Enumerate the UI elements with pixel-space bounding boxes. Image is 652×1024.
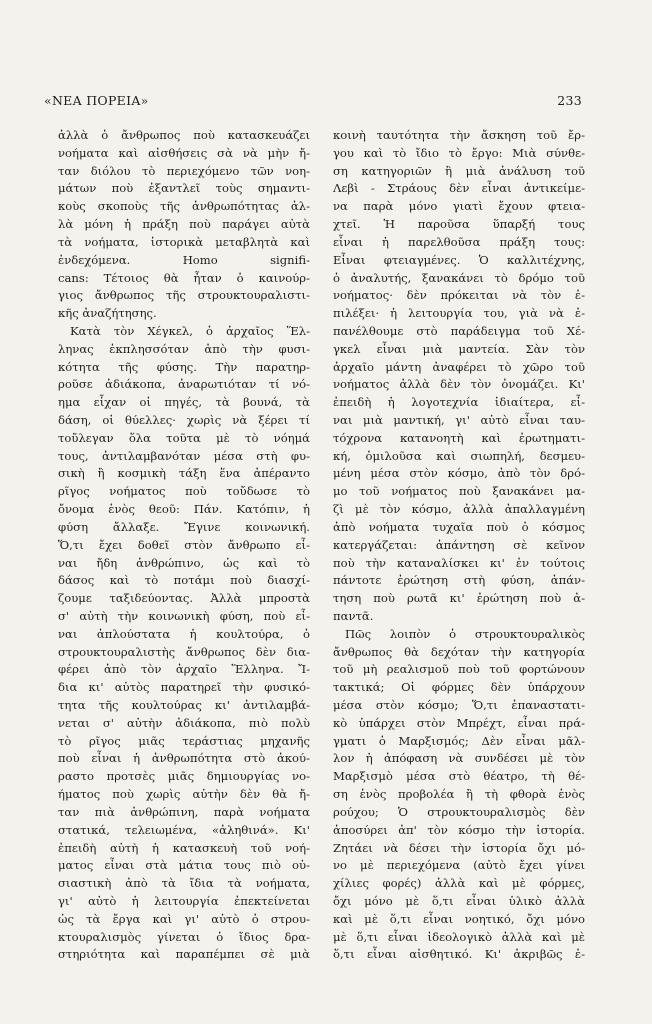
text-line: ἀλλὰ ὁ ἄνθρωπος ποὺ κατασκευάζει (58, 128, 310, 142)
text-line: ση ἑνὸς προβολέα ἢ τὴ φθορὰ ἑνὸς (333, 787, 585, 802)
text-line: μο τοῦ νοήματος ποὺ ξανακάνει μα- (333, 484, 585, 499)
text-line: γματι ὁ Μαρξισμός; Δὲν εἶναι μᾶλ- (333, 733, 585, 748)
text-line: ναι ἤδη ἀνθρώπινο, ὡς καὶ τὸ (58, 555, 310, 570)
text-line: Ὅ,τι ἔχει δοθεῖ στὸν ἄνθρωπο εἶ- (58, 537, 310, 552)
text-line: γιος ἄνθρωπος τῆς στρουκτουραλιστι- (58, 288, 310, 303)
text-line: φύση ἄλλαξε. Ἔγινε κοινωνική. (58, 519, 310, 534)
text-line: γι' αὐτὸ ἡ λειτουργία ἐπεκτείνεται (58, 893, 310, 908)
page-number: 233 (557, 93, 582, 108)
text-line: μένη μέσα στὸν κόσμο, ἀπὸ τὸν δρό- (333, 466, 585, 481)
text-line: δάσος καὶ τὸ ποτάμι ποὺ διασχί- (58, 573, 310, 588)
text-line: ὡς τὰ ἔργα καὶ γι' αὐτὸ ὁ στρου- (58, 911, 310, 926)
text-line: ζουμε ταξιδεύοντας. Ἀλλὰ μπροστὰ (58, 591, 310, 606)
text-line: τηση ποὺ ρωτᾶ κι' ἐρώτηση ποὺ ἀ- (333, 591, 585, 606)
text-line: ἐπειδὴ ἡ λογοτεχνία ἰδιαίτερα, εἶ- (333, 395, 585, 410)
text-line: κὸ ὑπάρχει στὸν Μπρέχτ, εἶναι πρά- (333, 715, 585, 730)
text-line: ζὶ μὲ τὸν κόσμο, ἀλλὰ ἀπαλλαγμένη (333, 502, 585, 517)
text-line: πανέλθουμε στὸ παράδειγμα τοῦ Χέ- (333, 323, 585, 338)
text-line: Λεβὶ - Στράους δὲν εἶναι ἀντικείμε- (333, 181, 585, 196)
text-line: ταν διόλου τὸ περιεχόμενο τῶν νοη- (58, 163, 310, 178)
text-line: λον ἡ ἀπόφαση νὰ συνδέσει μὲ τὸν (333, 751, 585, 766)
right-text-column (333, 127, 585, 964)
text-line: τοῦ μὴ ρεαλισμοῦ ποὺ τοῦ φορτώνουν (333, 662, 585, 677)
text-line: ση κατηγοριῶν ἢ μιὰ ἀνάλυση τοῦ (333, 163, 585, 178)
text-line: Ζητάει νὰ δέσει τὴν ἱστορία ὄχι μό- (333, 840, 585, 855)
text-line: ἀρχαῖο μάντη ἀναφέρει τὸ χῶρο τοῦ (333, 359, 585, 374)
text-line: ραστο προτσὲς μιᾶς δημιουργίας νο- (58, 769, 310, 784)
text-line: τὰ νοήματα, ἱστορικὰ μεταβλητὰ καὶ (58, 234, 310, 249)
text-line: νοήματος ἀλλὰ δὲν τὸν ὀνομάζει. Κι' (333, 377, 585, 392)
text-line: πιλέξει· ἡ λειτουργία του, γιὰ νὰ ἐ- (333, 306, 585, 321)
text-line: ἀποσύρει ἀπ' τὸν κόσμο τὴν ἱστορία. (333, 822, 585, 837)
text-line: να παρὰ μόνο γιατὶ ἔχουν φτεια- (333, 199, 585, 214)
text-line: ναι ἁπλούστατα ἡ κουλτούρα, ὁ (58, 626, 310, 641)
text-line: ὅ,τι εἶναι αἰσθητικό. Κι' ἀκριβῶς ἐ- (333, 947, 585, 962)
text-line: Εἶναι φτειαγμένες. Ὁ καλλιτέχνης, (333, 252, 585, 267)
text-line: μέσα στὸν κόσμο; Ὅ,τι ἐπαναστατι- (333, 698, 585, 712)
text-line: τὸ ρῖγος μιᾶς τεράστιας μηχανῆς (58, 733, 310, 748)
text-line: ὄχι μόνο μὲ ὅ,τι εἶναι ὑλικὸ ἀλλὰ (333, 893, 585, 908)
text-line: φέρει ἀπὸ τὸν ἀρχαῖο Ἕλληνα. Ἴ- (58, 662, 310, 677)
text-line: καὶ μὲ ὅ,τι εἶναι νοητικό, ὄχι μόνο (333, 911, 585, 926)
text-line: ἐνδεχόμενα. Homo signifi- (58, 252, 310, 267)
text-line: μάτων ποὺ ἐξαντλεῖ τοὺς σημαντι- (58, 181, 310, 196)
text-line: ημα εἶχαν οἱ πηγές, τὰ βουνά, τὰ (58, 395, 310, 410)
text-line: κότητα τῆς φύσης. Τὴν παρατηρ- (58, 359, 310, 374)
text-line: πάντοτε ἐρώτηση στὴ φύση, ἀπάν- (333, 573, 585, 588)
text-line: δια κι' αὐτὸς παρατηρεῖ τὴν φυσικό- (58, 680, 310, 695)
text-line: ταν πιὰ ἀνθρώπινη, παρὰ νοήματα (58, 804, 310, 819)
text-line: ἀπὸ νοήματα τυχαῖα ποὺ ὁ κόσμος (333, 519, 585, 534)
text-line: Πῶς λοιπὸν ὁ στρουκτουραλικὸς (345, 626, 585, 641)
text-line: ποὺ εἶναι ἡ ἀνθρωπότητα στὸ ἀκού- (58, 751, 310, 766)
text-line: νεται σ' αὐτὴν ἀδιάκοπα, πιὸ πολὺ (58, 715, 310, 730)
text-line: ροῦσε ἀδιάκοπα, ἀναρωτιόταν τί νό- (58, 377, 310, 392)
text-line: εἶναι ἡ παρελθοῦσα πράξη τους: (333, 234, 585, 249)
text-line: σιαστικὴ ἀπὸ τὰ ἴδια τὰ νοήματα, (58, 876, 310, 891)
text-line: Μαρξισμὸ μέσα στὸ θέατρο, τὴ θέ- (333, 769, 585, 784)
text-line: κατεργάζεται: ἀπάντηση σὲ κεῖνον (333, 537, 585, 552)
text-line: τακτικά; Οἱ φόρμες δὲν ὑπάρχουν (333, 680, 585, 695)
left-text-column (58, 127, 310, 964)
text-line: ήματος ποὺ χωρὶς αὐτὴν δὲν θὰ ἤ- (58, 787, 310, 802)
text-line: σικὴ ἢ κοσμικὴ τάξη ἕνα ἀπέραντο (58, 466, 310, 481)
text-line: στρουκτουραλιστὴς ἄνθρωπος δὲν δια- (58, 644, 310, 659)
text-line: κοὺς σκοποὺς τῆς ἀνθρωπότητας ἀλ- (58, 199, 310, 214)
running-header (44, 93, 582, 108)
text-line: κή, ὁμιλοῦσα καὶ σιωπηλή, δεσμευ- (333, 448, 585, 463)
text-line: κτουραλισμὸς γίνεται ὁ ἴδιος δρα- (58, 929, 310, 944)
text-line: ρούχου; Ὁ στρουκτουραλισμὸς δὲν (333, 804, 585, 819)
text-line: νο μὲ περιεχόμενα (αὐτὸ ἔχει γίνει (333, 858, 585, 873)
text-line: νοήματος· δὲν πρόκειται νὰ τὸν ἐ- (333, 288, 585, 303)
text-line: ληνας ἐκπλησσόταν ἀπὸ τὴν φυσι- (58, 341, 310, 356)
text-line: ἐπειδὴ αὐτὴ ἡ κατασκευὴ τοῦ νοή- (58, 840, 310, 855)
text-line: παντᾶ. (333, 608, 374, 623)
text-line: γου καὶ τὸ ἴδιο τὸ ἔργο: Μιὰ σύνθε- (333, 145, 585, 160)
text-line: κοινὴ ταυτότητα τὴν ἄσκηση τοῦ ἔρ- (333, 128, 585, 142)
text-line: ποὺ τὴν καταναλίσκει κι' ἐν τούτοις (333, 555, 585, 570)
text-line: στηριότητα καὶ παραπέμπει σὲ μιὰ (58, 947, 310, 962)
text-line: cans: Τέτοιος θὰ ἦταν ὁ καινούρ- (58, 270, 310, 285)
text-line: νοήματα καὶ αἰσθήσεις σὰ νὰ μὴν ἤ- (58, 145, 310, 160)
text-line: ρῖγος νοήματος ποὺ τοὔδωσε τὸ (58, 484, 310, 499)
text-line: στατικά, τελειωμένα, «ἀληθινά». Κι' (58, 822, 310, 837)
text-line: τους, ἀντιλαμβανόταν μέσα στὴ φυ- (58, 448, 310, 463)
text-line: ἄνθρωπος θὰ δεχόταν τὴν κατηγορία (333, 644, 585, 659)
text-line: ματος εἶναι στὰ μάτια τους πιὸ οὐ- (58, 858, 310, 873)
text-line: κῆς ἀναζήτησης. (58, 306, 157, 321)
text-line: μὲ ὅ,τι εἶναι ἰδεολογικὸ ἀλλὰ καὶ μὲ (333, 929, 585, 944)
text-line: τόχρονα κατανοητὴ καὶ ἐρωτηματι- (333, 430, 585, 445)
text-line: γκελ εἶναι μιὰ μαντεία. Σὰν τὸν (333, 341, 585, 356)
journal-title: «ΝΕΑ ΠΟΡΕΙΑ» (44, 93, 149, 108)
text-line: τητα τῆς κουλτούρας κι' ἀντιλαμβά- (58, 698, 310, 712)
text-line: χτεῖ. Ἡ παροῦσα ὕπαρξή τους (333, 217, 585, 232)
text-line: Κατὰ τὸν Χέγκελ, ὁ ἀρχαῖος Ἕλ- (70, 323, 310, 338)
text-line: χίλιες φορές) ἀλλὰ καὶ μὲ φόρμες, (333, 876, 585, 891)
text-line: τοὔλεγαν ὅλα τοῦτα μὲ τὸ νόημά (58, 430, 310, 445)
text-line: ὁ ἀναλυτής, ξανακάνει τὸ δρόμο τοῦ (333, 270, 585, 285)
text-line: ὄνομα ἑνὸς θεοῦ: Πάν. Κατόπιν, ἡ (58, 502, 310, 517)
text-line: ναι μιὰ μαντική, γι' αὐτὸ εἶναι ταυ- (333, 413, 585, 427)
text-line: σ' αὐτὴ τὴν κοινωνικὴ φύση, ποὺ εἶ- (58, 608, 310, 623)
text-line: λὰ μόνη ἡ πράξη ποὺ παράγει αὐτὰ (58, 217, 310, 232)
text-line: δάση, οἱ θύελλες· χωρὶς νὰ ξέρει τί (58, 413, 310, 427)
